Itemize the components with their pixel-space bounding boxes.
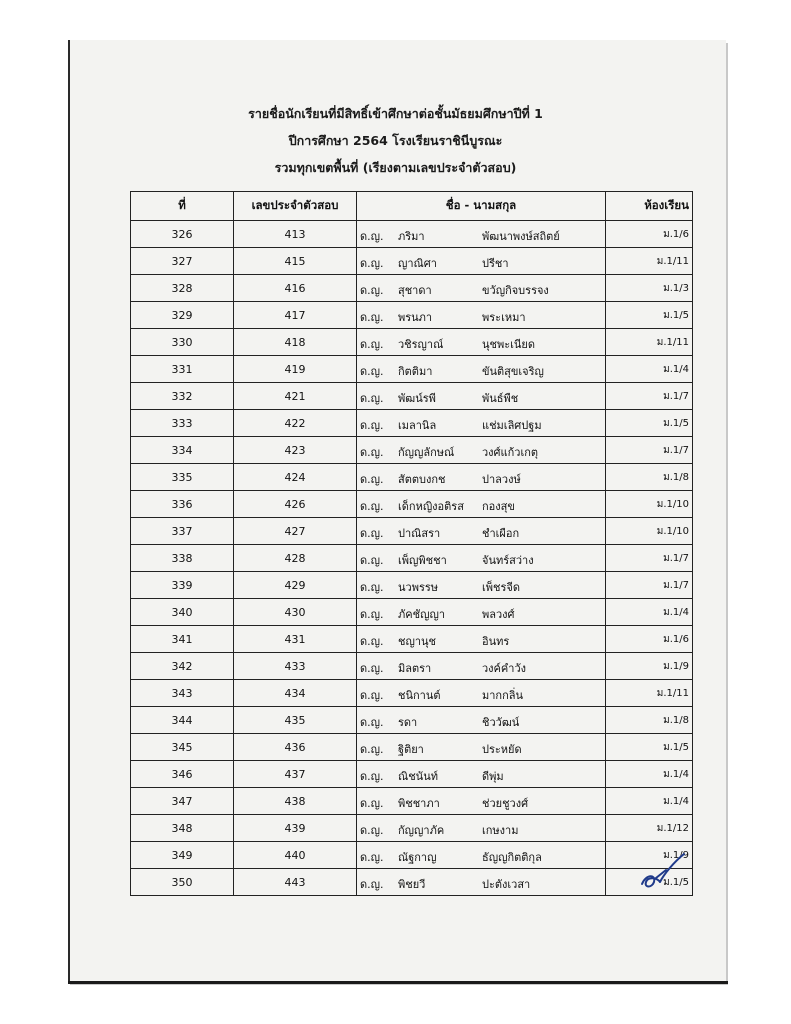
name-prefix: ด.ญ. bbox=[360, 878, 384, 891]
exam-id: 435 bbox=[234, 707, 357, 734]
last-name: พลวงศ์ bbox=[482, 608, 515, 621]
classroom: ม.1/5 bbox=[606, 302, 693, 329]
last-name: ชิววัฒน์ bbox=[482, 716, 520, 729]
last-name: ปะตังเวสา bbox=[482, 878, 531, 891]
student-name-cell bbox=[357, 383, 606, 410]
student-name bbox=[360, 356, 602, 382]
exam-id: 437 bbox=[234, 761, 357, 788]
row-number: 331 bbox=[131, 356, 234, 383]
row-number: 334 bbox=[131, 437, 234, 464]
student-name-cell bbox=[357, 680, 606, 707]
row-number: 347 bbox=[131, 788, 234, 815]
exam-id: 417 bbox=[234, 302, 357, 329]
student-name bbox=[360, 518, 602, 544]
exam-id: 438 bbox=[234, 788, 357, 815]
last-name: ชำเผือก bbox=[482, 527, 520, 540]
last-name: จันทร์สว่าง bbox=[482, 554, 534, 567]
classroom: ม.1/4 bbox=[606, 761, 693, 788]
table-row bbox=[131, 680, 693, 707]
last-name: พันธ์พืช bbox=[482, 392, 519, 405]
table-header-row bbox=[131, 192, 693, 221]
classroom: ม.1/6 bbox=[606, 626, 693, 653]
student-name-cell bbox=[357, 302, 606, 329]
table-row bbox=[131, 248, 693, 275]
exam-id: 413 bbox=[234, 221, 357, 248]
exam-id: 430 bbox=[234, 599, 357, 626]
classroom: ม.1/3 bbox=[606, 275, 693, 302]
table-row bbox=[131, 842, 693, 869]
student-name-cell bbox=[357, 248, 606, 275]
student-name bbox=[360, 329, 602, 355]
document-subtitle-sort: รวมทุกเขตพื้นที่ (เรียงตามเลขประจำตัวสอบ) bbox=[274, 160, 517, 175]
classroom: ม.1/7 bbox=[606, 437, 693, 464]
name-prefix: ด.ญ. bbox=[360, 554, 384, 567]
first-name: ภัคชัญญา bbox=[398, 608, 445, 621]
student-name-cell bbox=[357, 356, 606, 383]
row-number: 333 bbox=[131, 410, 234, 437]
name-prefix: ด.ญ. bbox=[360, 635, 384, 648]
table-row bbox=[131, 275, 693, 302]
name-prefix: ด.ญ. bbox=[360, 851, 384, 864]
student-name bbox=[360, 869, 602, 895]
first-name: มิลตรา bbox=[398, 662, 432, 675]
student-name-cell bbox=[357, 491, 606, 518]
classroom: ม.1/9 bbox=[606, 842, 693, 869]
row-number: 337 bbox=[131, 518, 234, 545]
first-name: กิตติมา bbox=[398, 365, 433, 378]
row-number: 326 bbox=[131, 221, 234, 248]
row-number: 345 bbox=[131, 734, 234, 761]
name-prefix: ด.ญ. bbox=[360, 257, 384, 270]
name-prefix: ด.ญ. bbox=[360, 392, 384, 405]
exam-id: 427 bbox=[234, 518, 357, 545]
student-name bbox=[360, 626, 602, 652]
student-name-cell bbox=[357, 464, 606, 491]
table-row bbox=[131, 464, 693, 491]
last-name: ปาลวงษ์ bbox=[482, 473, 521, 486]
student-name-cell bbox=[357, 221, 606, 248]
table-row bbox=[131, 383, 693, 410]
student-name bbox=[360, 410, 602, 436]
last-name: พัฒนาพงษ์สถิตย์ bbox=[482, 230, 560, 243]
row-number: 336 bbox=[131, 491, 234, 518]
name-prefix: ด.ญ. bbox=[360, 311, 384, 324]
classroom: ม.1/11 bbox=[606, 329, 693, 356]
row-number: 332 bbox=[131, 383, 234, 410]
last-name: ธัญญกิตติกุล bbox=[482, 851, 542, 864]
name-prefix: ด.ญ. bbox=[360, 662, 384, 675]
name-prefix: ด.ญ. bbox=[360, 770, 384, 783]
classroom: ม.1/4 bbox=[606, 599, 693, 626]
table-row bbox=[131, 572, 693, 599]
first-name: พรนภา bbox=[398, 311, 433, 324]
student-name-cell bbox=[357, 410, 606, 437]
student-name-cell bbox=[357, 275, 606, 302]
first-name: วชิรญาณ์ bbox=[398, 338, 444, 351]
first-name: พัฒน์รพี bbox=[398, 392, 436, 405]
first-name: ญาณิศา bbox=[398, 257, 437, 270]
classroom: ม.1/6 bbox=[606, 221, 693, 248]
last-name: อินทร bbox=[482, 635, 510, 648]
document-title: รายชื่อนักเรียนที่มีสิทธิ์เข้าศึกษาต่อชั้นมัธยมศึกษาปีที่ 1 bbox=[248, 106, 543, 121]
row-number: 346 bbox=[131, 761, 234, 788]
student-name-cell bbox=[357, 761, 606, 788]
first-name: กัญญาภัค bbox=[398, 824, 445, 837]
table-row bbox=[131, 491, 693, 518]
table-row bbox=[131, 545, 693, 572]
student-name bbox=[360, 680, 602, 706]
last-name: มากกลิ่น bbox=[482, 689, 524, 702]
exam-id: 428 bbox=[234, 545, 357, 572]
student-roster-table bbox=[130, 191, 693, 896]
last-name: ขวัญกิจบรรจง bbox=[482, 284, 549, 297]
classroom: ม.1/11 bbox=[606, 248, 693, 275]
name-prefix: ด.ญ. bbox=[360, 365, 384, 378]
last-name: ช่วยชูวงศ์ bbox=[482, 797, 529, 810]
classroom: ม.1/4 bbox=[606, 356, 693, 383]
classroom: ม.1/11 bbox=[606, 680, 693, 707]
student-name-cell bbox=[357, 815, 606, 842]
table-row bbox=[131, 302, 693, 329]
student-name bbox=[360, 248, 602, 274]
exam-id: 421 bbox=[234, 383, 357, 410]
student-name bbox=[360, 491, 602, 517]
last-name: แช่มเลิศปฐม bbox=[482, 419, 542, 432]
exam-id: 434 bbox=[234, 680, 357, 707]
name-prefix: ด.ญ. bbox=[360, 743, 384, 756]
last-name: ขันติสุขเจริญ bbox=[482, 365, 544, 378]
first-name: พิชยวี bbox=[398, 878, 426, 891]
student-name bbox=[360, 275, 602, 301]
first-name: เพ็ญพิชชา bbox=[398, 554, 447, 567]
classroom: ม.1/10 bbox=[606, 518, 693, 545]
classroom: ม.1/5 bbox=[606, 734, 693, 761]
classroom: ม.1/12 bbox=[606, 815, 693, 842]
student-name bbox=[360, 545, 602, 571]
student-name-cell bbox=[357, 842, 606, 869]
student-name bbox=[360, 653, 602, 679]
row-number: 328 bbox=[131, 275, 234, 302]
first-name: ณัฐกาญ bbox=[398, 851, 437, 864]
classroom: ม.1/5 bbox=[606, 410, 693, 437]
exam-id: 431 bbox=[234, 626, 357, 653]
name-prefix: ด.ญ. bbox=[360, 284, 384, 297]
exam-id: 422 bbox=[234, 410, 357, 437]
first-name: นวพรรษ bbox=[398, 581, 439, 594]
first-name: สัตตบงกช bbox=[398, 473, 446, 486]
table-row bbox=[131, 707, 693, 734]
student-name-cell bbox=[357, 329, 606, 356]
classroom: ม.1/10 bbox=[606, 491, 693, 518]
first-name: เด็กหญิงอติรส bbox=[398, 500, 464, 513]
exam-id: 419 bbox=[234, 356, 357, 383]
student-name bbox=[360, 464, 602, 490]
first-name: ปาณิสรา bbox=[398, 527, 441, 540]
document-subtitle-year-school: ปีการศึกษา 2564 โรงเรียนราชินีบูรณะ bbox=[288, 133, 503, 148]
row-number: 349 bbox=[131, 842, 234, 869]
last-name: พระเหมา bbox=[482, 311, 526, 324]
classroom: ม.1/5 bbox=[606, 869, 693, 896]
exam-id: 423 bbox=[234, 437, 357, 464]
row-number: 342 bbox=[131, 653, 234, 680]
exam-id: 443 bbox=[234, 869, 357, 896]
name-prefix: ด.ญ. bbox=[360, 338, 384, 351]
student-name bbox=[360, 383, 602, 409]
first-name: ฐิติยา bbox=[398, 743, 424, 756]
row-number: 330 bbox=[131, 329, 234, 356]
exam-id: 436 bbox=[234, 734, 357, 761]
student-name bbox=[360, 572, 602, 598]
classroom: ม.1/4 bbox=[606, 788, 693, 815]
student-name-cell bbox=[357, 653, 606, 680]
student-name-cell bbox=[357, 572, 606, 599]
table-row bbox=[131, 653, 693, 680]
exam-id: 439 bbox=[234, 815, 357, 842]
student-name bbox=[360, 302, 602, 328]
table-row bbox=[131, 221, 693, 248]
last-name: เกษงาม bbox=[482, 824, 519, 837]
name-prefix: ด.ญ. bbox=[360, 608, 384, 621]
table-row bbox=[131, 410, 693, 437]
row-number: 348 bbox=[131, 815, 234, 842]
first-name: กัญญลักษณ์ bbox=[398, 446, 455, 459]
table-row bbox=[131, 869, 693, 896]
table-row bbox=[131, 788, 693, 815]
first-name: ณิชนันท์ bbox=[398, 770, 438, 783]
table-row bbox=[131, 329, 693, 356]
classroom: ม.1/7 bbox=[606, 572, 693, 599]
name-prefix: ด.ญ. bbox=[360, 446, 384, 459]
table-row bbox=[131, 599, 693, 626]
table-row bbox=[131, 626, 693, 653]
row-number: 339 bbox=[131, 572, 234, 599]
last-name: ประหยัด bbox=[482, 743, 522, 756]
last-name: ปรีชา bbox=[482, 257, 509, 270]
first-name: เมลานิล bbox=[398, 419, 437, 432]
first-name: พิชชาภา bbox=[398, 797, 440, 810]
column-header-room: ห้องเรียน bbox=[606, 192, 693, 221]
classroom: ม.1/8 bbox=[606, 707, 693, 734]
first-name: สุชาดา bbox=[398, 284, 432, 297]
student-name-cell bbox=[357, 734, 606, 761]
classroom: ม.1/7 bbox=[606, 383, 693, 410]
student-name-cell bbox=[357, 599, 606, 626]
student-name-cell bbox=[357, 707, 606, 734]
exam-id: 429 bbox=[234, 572, 357, 599]
row-number: 327 bbox=[131, 248, 234, 275]
row-number: 344 bbox=[131, 707, 234, 734]
classroom: ม.1/7 bbox=[606, 545, 693, 572]
row-number: 329 bbox=[131, 302, 234, 329]
table-row bbox=[131, 815, 693, 842]
student-name-cell bbox=[357, 788, 606, 815]
name-prefix: ด.ญ. bbox=[360, 230, 384, 243]
sheet-bottom-edge bbox=[68, 981, 728, 984]
table-row bbox=[131, 734, 693, 761]
name-prefix: ด.ญ. bbox=[360, 419, 384, 432]
first-name: ภริมา bbox=[398, 230, 425, 243]
table-row bbox=[131, 761, 693, 788]
column-header-no: ที่ bbox=[131, 192, 234, 221]
table-row bbox=[131, 356, 693, 383]
table-row bbox=[131, 518, 693, 545]
name-prefix: ด.ญ. bbox=[360, 527, 384, 540]
last-name: ดีพุ่ม bbox=[482, 770, 504, 783]
handwritten-signature-icon bbox=[636, 848, 688, 894]
student-name bbox=[360, 842, 602, 868]
student-name bbox=[360, 788, 602, 814]
last-name: วงศ์แก้วเกตุ bbox=[482, 446, 539, 459]
row-number: 350 bbox=[131, 869, 234, 896]
table-body bbox=[131, 221, 693, 896]
column-header-exam-id: เลขประจำตัวสอบ bbox=[234, 192, 357, 221]
student-name bbox=[360, 221, 602, 247]
last-name: กองสุข bbox=[482, 500, 515, 513]
student-name bbox=[360, 734, 602, 760]
student-name-cell bbox=[357, 869, 606, 896]
last-name: เพ็ชรจีด bbox=[482, 581, 520, 594]
name-prefix: ด.ญ. bbox=[360, 797, 384, 810]
row-number: 341 bbox=[131, 626, 234, 653]
exam-id: 418 bbox=[234, 329, 357, 356]
exam-id: 433 bbox=[234, 653, 357, 680]
last-name: วงค์คำวัง bbox=[482, 662, 526, 675]
row-number: 335 bbox=[131, 464, 234, 491]
first-name: ชนิกานต์ bbox=[398, 689, 441, 702]
exam-id: 440 bbox=[234, 842, 357, 869]
classroom: ม.1/8 bbox=[606, 464, 693, 491]
student-name bbox=[360, 437, 602, 463]
exam-id: 416 bbox=[234, 275, 357, 302]
student-name-cell bbox=[357, 626, 606, 653]
student-name-cell bbox=[357, 518, 606, 545]
column-header-name: ชื่อ - นามสกุล bbox=[357, 192, 606, 221]
first-name: รดา bbox=[398, 716, 418, 729]
student-name bbox=[360, 761, 602, 787]
exam-id: 426 bbox=[234, 491, 357, 518]
row-number: 340 bbox=[131, 599, 234, 626]
student-name bbox=[360, 707, 602, 733]
name-prefix: ด.ญ. bbox=[360, 473, 384, 486]
name-prefix: ด.ญ. bbox=[360, 824, 384, 837]
row-number: 338 bbox=[131, 545, 234, 572]
name-prefix: ด.ญ. bbox=[360, 500, 384, 513]
exam-id: 415 bbox=[234, 248, 357, 275]
student-name-cell bbox=[357, 545, 606, 572]
classroom: ม.1/9 bbox=[606, 653, 693, 680]
row-number: 343 bbox=[131, 680, 234, 707]
student-name bbox=[360, 815, 602, 841]
exam-id: 424 bbox=[234, 464, 357, 491]
student-name-cell bbox=[357, 437, 606, 464]
first-name: ชญานุช bbox=[398, 635, 437, 648]
name-prefix: ด.ญ. bbox=[360, 689, 384, 702]
name-prefix: ด.ญ. bbox=[360, 581, 384, 594]
last-name: นุชพะเนียด bbox=[482, 338, 536, 351]
table-row bbox=[131, 437, 693, 464]
student-name bbox=[360, 599, 602, 625]
name-prefix: ด.ญ. bbox=[360, 716, 384, 729]
